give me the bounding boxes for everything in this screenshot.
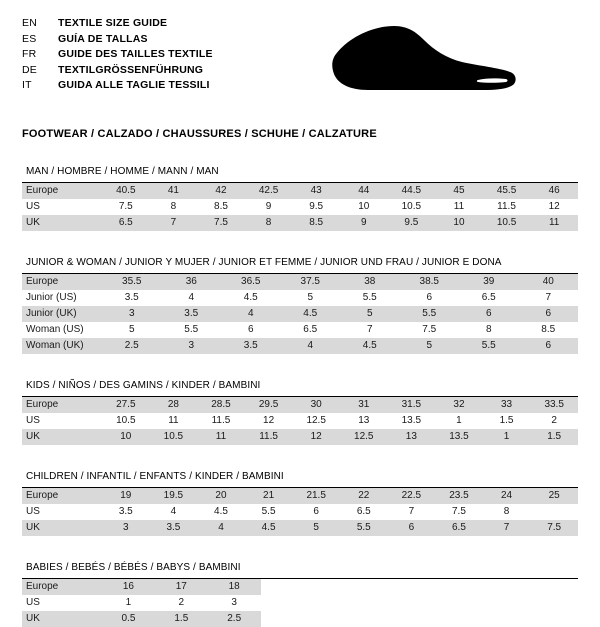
size-cell: 5 [102, 322, 162, 338]
size-cell: 10 [102, 429, 150, 445]
size-cell-empty [472, 579, 525, 595]
language-row [22, 16, 213, 32]
size-table [22, 274, 578, 354]
size-cell: 10.5 [150, 429, 198, 445]
size-table [22, 488, 578, 536]
size-cell: 11 [530, 215, 578, 231]
size-cell: 1.5 [483, 413, 531, 429]
size-cell: 6 [519, 306, 579, 322]
size-cell: 9 [340, 215, 388, 231]
size-cell: 3.5 [162, 306, 222, 322]
size-cell-empty [525, 595, 578, 611]
table-row [22, 274, 578, 290]
size-cell: 5.5 [459, 338, 519, 354]
size-cell: 2 [155, 595, 208, 611]
size-cell: 7.5 [197, 215, 245, 231]
size-cell: 28.5 [197, 397, 245, 413]
size-cell: 20 [197, 488, 245, 504]
table-row [22, 429, 578, 445]
row-label: UK [22, 520, 102, 536]
size-cell: 41 [150, 183, 198, 199]
size-cell: 6 [292, 504, 340, 520]
size-cell: 1 [483, 429, 531, 445]
language-code: DE [22, 63, 37, 76]
size-cell: 8 [150, 199, 198, 215]
size-cell: 33 [483, 397, 531, 413]
table-row [22, 183, 578, 199]
table-row [22, 611, 578, 627]
size-cell: 23.5 [435, 488, 483, 504]
table-row [22, 290, 578, 306]
table-row [22, 338, 578, 354]
size-cell: 7 [388, 504, 436, 520]
size-cell: 42 [197, 183, 245, 199]
size-cell: 40.5 [102, 183, 150, 199]
size-table-body [22, 488, 578, 536]
size-cell: 1.5 [530, 429, 578, 445]
size-cell: 5 [292, 520, 340, 536]
size-cell: 7.5 [102, 199, 150, 215]
size-cell: 6 [221, 322, 281, 338]
size-cell: 33.5 [530, 397, 578, 413]
size-cell: 36.5 [221, 274, 281, 290]
group-label: KIDS / NIÑOS / DES GAMINS / KINDER / BAMBINI [22, 380, 578, 397]
row-label: US [22, 595, 102, 611]
group-label: CHILDREN / INFANTIL / ENFANTS / KINDER / BAMBINI [22, 471, 578, 488]
size-cell: 4.5 [197, 504, 245, 520]
size-cell: 3.5 [102, 290, 162, 306]
size-cell: 22.5 [388, 488, 436, 504]
row-label: Junior (UK) [22, 306, 102, 322]
size-cell: 3.5 [102, 504, 150, 520]
language-code: FR [22, 48, 37, 60]
size-cell: 7.5 [435, 504, 483, 520]
row-label: Europe [22, 397, 102, 413]
size-cell: 4.5 [245, 520, 293, 536]
size-cell: 31.5 [388, 397, 436, 413]
footwear-section-title: FOOTWEAR / CALZADO / CHAUSSURES / SCHUHE / CALZATURE [22, 128, 377, 140]
size-cell [530, 504, 578, 520]
row-label: Europe [22, 274, 102, 290]
size-cell: 27.5 [102, 397, 150, 413]
size-cell: 9 [245, 199, 293, 215]
size-cell: 5 [340, 306, 400, 322]
size-cell-empty [419, 579, 472, 595]
size-cell-empty [261, 595, 314, 611]
size-cell: 13 [388, 429, 436, 445]
size-cell: 11.5 [245, 429, 293, 445]
size-cell-empty [525, 611, 578, 627]
size-cell: 13 [340, 413, 388, 429]
size-cell: 13.5 [388, 413, 436, 429]
size-cell: 3 [102, 306, 162, 322]
row-label: Junior (US) [22, 290, 102, 306]
size-cell: 5.5 [340, 290, 400, 306]
size-cell: 2.5 [208, 611, 261, 627]
group-label: MAN / HOMBRE / HOMME / MANN / MAN [22, 166, 578, 183]
size-cell: 19.5 [150, 488, 198, 504]
table-row [22, 520, 578, 536]
size-table [22, 183, 578, 231]
size-cell: 46 [530, 183, 578, 199]
size-cell: 3 [162, 338, 222, 354]
size-cell: 6 [519, 338, 579, 354]
size-cell: 6.5 [340, 504, 388, 520]
size-cell-empty [366, 611, 419, 627]
size-cell: 44 [340, 183, 388, 199]
size-cell: 45.5 [483, 183, 531, 199]
table-row [22, 488, 578, 504]
size-cell: 36 [162, 274, 222, 290]
size-cell: 21 [245, 488, 293, 504]
size-cell: 7 [340, 322, 400, 338]
size-cell: 11 [435, 199, 483, 215]
table-row [22, 413, 578, 429]
size-cell: 10 [435, 215, 483, 231]
size-cell: 29.5 [245, 397, 293, 413]
row-label: Europe [22, 488, 102, 504]
size-cell: 8.5 [519, 322, 579, 338]
size-cell: 8 [245, 215, 293, 231]
table-row [22, 306, 578, 322]
size-cell: 43 [292, 183, 340, 199]
size-group-kids [22, 380, 578, 445]
language-row [22, 78, 213, 94]
size-cell: 7 [483, 520, 531, 536]
size-cell: 10.5 [388, 199, 436, 215]
size-cell: 18 [208, 579, 261, 595]
dress-shoe-icon [328, 24, 518, 96]
group-label: BABIES / BEBÉS / BÉBÉS / BABYS / BAMBINI [22, 562, 578, 579]
size-cell: 4 [150, 504, 198, 520]
size-cell-empty [366, 595, 419, 611]
size-cell: 8.5 [197, 199, 245, 215]
size-table-body [22, 183, 578, 231]
size-cell: 4 [281, 338, 341, 354]
size-cell: 12.5 [340, 429, 388, 445]
size-cell: 30 [292, 397, 340, 413]
size-cell: 4 [197, 520, 245, 536]
table-row [22, 504, 578, 520]
size-cell: 6 [400, 290, 460, 306]
size-cell: 7.5 [530, 520, 578, 536]
size-cell: 11.5 [483, 199, 531, 215]
size-cell-empty [472, 611, 525, 627]
size-cell: 39 [459, 274, 519, 290]
size-cell: 21.5 [292, 488, 340, 504]
size-cell: 4.5 [281, 306, 341, 322]
size-cell: 32 [435, 397, 483, 413]
group-label: JUNIOR & WOMAN / JUNIOR Y MUJER / JUNIOR ET FEMME / JUNIOR UND FRAU / JUNIOR E DONA [22, 257, 578, 274]
language-title: GUIDE DES TAILLES TEXTILE [58, 48, 213, 60]
size-cell: 10 [340, 199, 388, 215]
size-cell: 12 [245, 413, 293, 429]
size-cell-empty [366, 579, 419, 595]
size-cell-empty [419, 595, 472, 611]
language-row [22, 47, 213, 63]
language-title: GUÍA DE TALLAS [58, 32, 148, 45]
size-cell-empty [314, 579, 367, 595]
size-cell: 4 [221, 306, 281, 322]
size-cell: 16 [102, 579, 155, 595]
size-cell: 19 [102, 488, 150, 504]
size-cell: 7.5 [400, 322, 460, 338]
language-code: IT [22, 79, 32, 91]
language-row [22, 32, 213, 48]
size-cell: 37.5 [281, 274, 341, 290]
size-cell: 25 [530, 488, 578, 504]
size-cell: 3 [208, 595, 261, 611]
size-cell: 10.5 [483, 215, 531, 231]
language-code: ES [22, 32, 37, 45]
size-cell: 28 [150, 397, 198, 413]
size-cell: 1.5 [155, 611, 208, 627]
size-table [22, 397, 578, 445]
size-cell: 5 [400, 338, 460, 354]
size-cell: 8 [483, 504, 531, 520]
language-title: GUIDA ALLE TAGLIE TESSILI [58, 79, 210, 91]
size-cell: 6.5 [459, 290, 519, 306]
language-title-list-body [22, 16, 213, 94]
table-row [22, 579, 578, 595]
size-cell: 9.5 [292, 199, 340, 215]
size-cell: 4.5 [340, 338, 400, 354]
row-label: UK [22, 611, 102, 627]
table-row [22, 199, 578, 215]
size-cell: 40 [519, 274, 579, 290]
size-cell: 12 [530, 199, 578, 215]
row-label: UK [22, 429, 102, 445]
size-cell: 5.5 [400, 306, 460, 322]
size-cell: 6.5 [435, 520, 483, 536]
size-cell-empty [261, 611, 314, 627]
size-cell: 1 [435, 413, 483, 429]
size-cell: 6.5 [281, 322, 341, 338]
size-cell: 31 [340, 397, 388, 413]
size-cell-empty [525, 579, 578, 595]
size-cell: 5.5 [162, 322, 222, 338]
size-cell: 0.5 [102, 611, 155, 627]
size-cell: 3.5 [221, 338, 281, 354]
size-cell: 45 [435, 183, 483, 199]
header [22, 16, 578, 108]
size-cell: 4.5 [221, 290, 281, 306]
size-cell: 2 [530, 413, 578, 429]
row-label: Europe [22, 183, 102, 199]
size-cell: 38 [340, 274, 400, 290]
size-cell: 6 [388, 520, 436, 536]
size-table-body [22, 397, 578, 445]
size-group-babies [22, 562, 578, 627]
row-label: UK [22, 215, 102, 231]
size-group-children [22, 471, 578, 536]
language-title: TEXTILE SIZE GUIDE [58, 17, 168, 29]
size-cell: 4 [162, 290, 222, 306]
size-cell: 6 [459, 306, 519, 322]
language-title-list [22, 16, 213, 94]
size-cell: 2.5 [102, 338, 162, 354]
size-cell: 42.5 [245, 183, 293, 199]
size-cell: 3.5 [150, 520, 198, 536]
size-cell: 7 [519, 290, 579, 306]
size-cell: 12 [292, 429, 340, 445]
size-cell: 44.5 [388, 183, 436, 199]
size-cell: 5 [281, 290, 341, 306]
language-title: TEXTILGRÖSSENFÜHRUNG [58, 63, 204, 76]
size-cell: 22 [340, 488, 388, 504]
size-cell: 1 [102, 595, 155, 611]
size-cell: 5.5 [340, 520, 388, 536]
size-table-body [22, 274, 578, 354]
size-table-body [22, 579, 578, 627]
size-cell: 12.5 [292, 413, 340, 429]
table-row [22, 595, 578, 611]
size-group-junior-woman [22, 257, 578, 354]
size-group-man [22, 166, 578, 231]
language-row [22, 63, 213, 79]
size-cell-empty [314, 611, 367, 627]
size-cell: 3 [102, 520, 150, 536]
size-cell: 11 [197, 429, 245, 445]
size-cell: 10.5 [102, 413, 150, 429]
row-label: US [22, 413, 102, 429]
size-cell: 35.5 [102, 274, 162, 290]
size-table [22, 579, 578, 627]
size-cell: 17 [155, 579, 208, 595]
size-cell-empty [419, 611, 472, 627]
size-cell: 13.5 [435, 429, 483, 445]
size-cell: 9.5 [388, 215, 436, 231]
row-label: US [22, 199, 102, 215]
size-cell-empty [472, 595, 525, 611]
size-cell: 38.5 [400, 274, 460, 290]
row-label: Woman (UK) [22, 338, 102, 354]
size-cell: 8.5 [292, 215, 340, 231]
row-label: Europe [22, 579, 102, 595]
row-label: Woman (US) [22, 322, 102, 338]
size-cell: 7 [150, 215, 198, 231]
size-cell: 11.5 [197, 413, 245, 429]
size-cell: 11 [150, 413, 198, 429]
row-label: US [22, 504, 102, 520]
size-cell: 24 [483, 488, 531, 504]
size-cell-empty [314, 595, 367, 611]
table-row [22, 322, 578, 338]
table-row [22, 215, 578, 231]
size-cell-empty [261, 579, 314, 595]
size-cell: 8 [459, 322, 519, 338]
size-cell: 6.5 [102, 215, 150, 231]
language-code: EN [22, 17, 37, 29]
table-row [22, 397, 578, 413]
size-cell: 5.5 [245, 504, 293, 520]
